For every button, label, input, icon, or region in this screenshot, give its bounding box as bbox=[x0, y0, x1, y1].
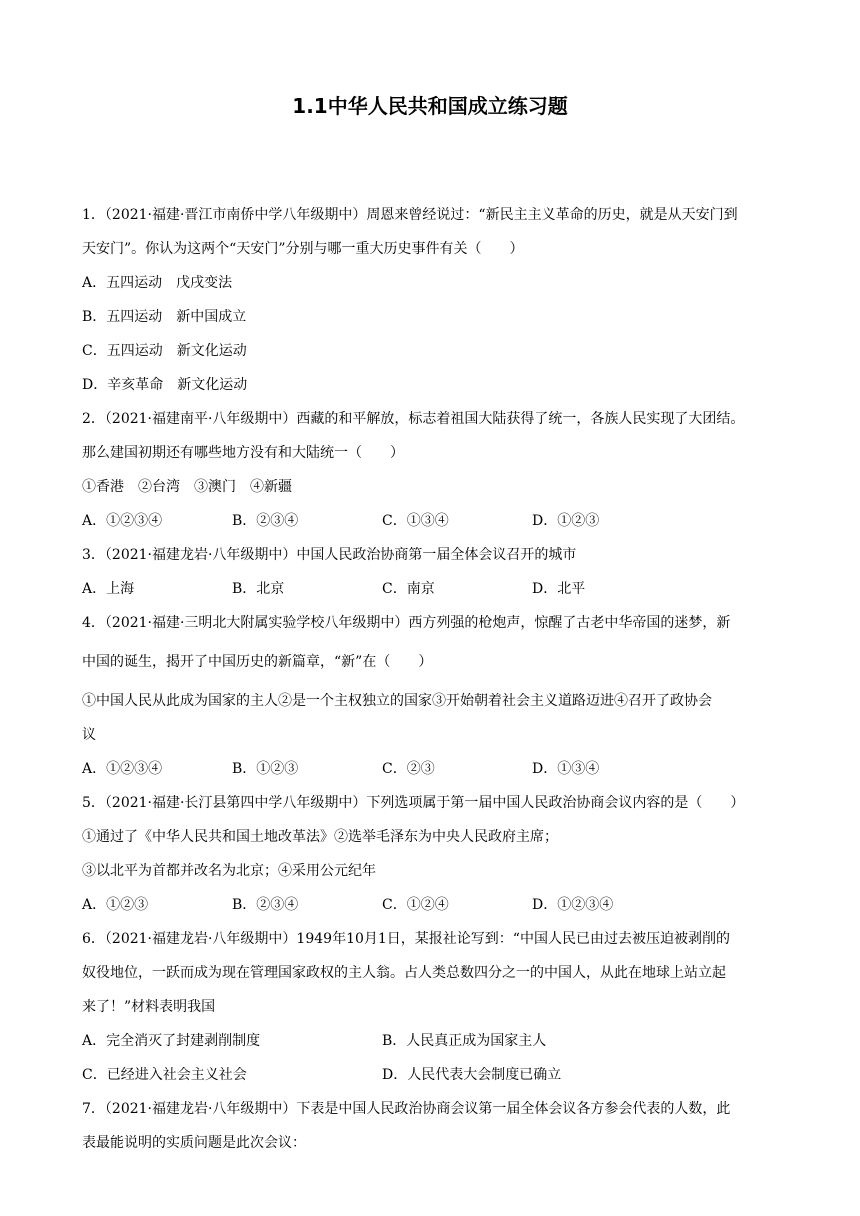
question-1-line-1: 1．（2021·福建·晋江市南侨中学八年级期中）周恩来曾经说过：“新民主主义革命的历史，就是从天安门到 bbox=[82, 207, 738, 223]
question-4-option-a: A．①②③④ bbox=[82, 761, 163, 777]
question-6-line-3: 来了！”材料表明我国 bbox=[82, 999, 216, 1015]
question-7-line-1: 7．（2021·福建龙岩·八年级期中）下表是中国人民政治协商会议第一届全体会议各方参会代表的人数，此 bbox=[82, 1101, 731, 1117]
page-title: 1.1中华人民共和国成立练习题 bbox=[292, 94, 568, 118]
question-6-option-c: C．已经进入社会主义社会 bbox=[82, 1067, 247, 1083]
question-5-option-c: C．①②④ bbox=[382, 897, 449, 913]
question-5-line-2: ①通过了《中华人民共和国土地改革法》②选举毛泽东为中央人民政府主席； bbox=[82, 829, 558, 845]
question-3-option-b: B．北京 bbox=[232, 581, 285, 597]
question-1-option-d: D．辛亥革命 新文化运动 bbox=[82, 377, 248, 393]
question-2-option-b: B．②③④ bbox=[232, 513, 299, 529]
question-3-option-a: A．上海 bbox=[82, 581, 135, 597]
question-4-option-b: B．①②③ bbox=[232, 761, 299, 777]
question-1-option-b: B．五四运动 新中国成立 bbox=[82, 309, 247, 325]
question-2-line-3: ①香港 ②台湾 ③澳门 ④新疆 bbox=[82, 479, 292, 495]
question-1-option-a: A．五四运动 戊戌变法 bbox=[82, 275, 233, 291]
question-4-line-3: ①中国人民从此成为国家的主人②是一个主权独立的国家③开始朝着社会主义道路迈进④召开了政协会 bbox=[82, 693, 712, 709]
question-2-option-a: A．①②③④ bbox=[82, 513, 163, 529]
question-5-option-d: D．①②③④ bbox=[532, 897, 614, 913]
question-6-line-2: 奴役地位，一跃而成为现在管理国家政权的主人翁。占人类总数四分之一的中国人，从此在地球上站立起 bbox=[82, 965, 726, 981]
question-3-option-d: D．北平 bbox=[532, 581, 586, 597]
question-3-line-1: 3．（2021·福建龙岩·八年级期中）中国人民政治协商第一届全体会议召开的城市 bbox=[82, 547, 577, 563]
question-4-option-d: D．①③④ bbox=[532, 761, 600, 777]
question-6-line-1: 6．（2021·福建龙岩·八年级期中）1949年10月1日，某报社论写到：“中国人民已由过去被压迫被剥削的 bbox=[82, 931, 730, 947]
question-7-line-2: 表最能说明的实质问题是此次会议： bbox=[82, 1135, 306, 1151]
question-5-line-3: ③以北平为首都并改名为北京；④采用公元纪年 bbox=[82, 863, 376, 879]
question-6-option-b: B．人民真正成为国家主人 bbox=[382, 1033, 547, 1049]
question-4-line-2: 中国的诞生，揭开了中国历史的新篇章，“新”在（ ） bbox=[82, 654, 433, 670]
question-1-line-2: 天安门”。你认为这两个“天安门”分别与哪一重大历史事件有关（ ） bbox=[82, 241, 524, 257]
question-2-line-1: 2．（2021·福建南平·八年级期中）西藏的和平解放，标志着祖国大陆获得了统一，各族人民实现了大团结。 bbox=[82, 411, 745, 427]
question-4-line-1: 4．（2021·福建·三明北大附属实验学校八年级期中）西方列强的枪炮声，惊醒了古老中华帝国的迷梦，新 bbox=[82, 615, 731, 631]
question-2-line-2: 那么建国初期还有哪些地方没有和大陆统一（ ） bbox=[82, 445, 404, 461]
question-5-option-a: A．①②③ bbox=[82, 897, 149, 913]
question-4-option-c: C．②③ bbox=[382, 761, 435, 777]
question-3-option-c: C．南京 bbox=[382, 581, 435, 597]
question-2-option-c: C．①③④ bbox=[382, 513, 449, 529]
question-6-option-d: D．人民代表大会制度已确立 bbox=[382, 1067, 562, 1083]
question-6-option-a: A．完全消灭了封建剥削制度 bbox=[82, 1033, 261, 1049]
question-5-option-b: B．②③④ bbox=[232, 897, 299, 913]
question-5-line-1: 5．（2021·福建·长汀县第四中学八年级期中）下列选项属于第一届中国人民政治协商会议内容的是（ ） bbox=[82, 795, 745, 811]
question-1-option-c: C．五四运动 新文化运动 bbox=[82, 343, 247, 359]
question-4-line-4: 议 bbox=[82, 727, 96, 743]
question-2-option-d: D．①②③ bbox=[532, 513, 600, 529]
